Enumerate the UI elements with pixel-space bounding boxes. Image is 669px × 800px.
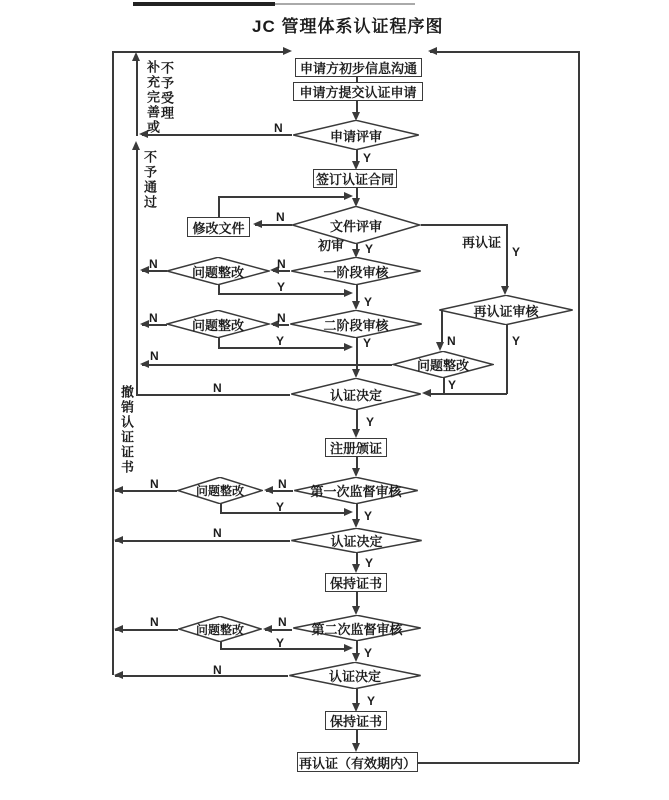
edge-label-n: N [213,381,222,395]
node-label: 认证决定 [328,669,381,684]
flow-line [506,224,508,286]
arrowhead [253,220,262,228]
arrowhead [428,47,437,55]
return-line-right [578,51,580,762]
node-label: 问题整改 [195,484,244,498]
node-modify-document [187,217,250,237]
node-stage1-audit [290,257,422,285]
node-problem-rectify-2 [166,310,270,338]
arrowhead [140,320,149,328]
edge-label-n: N [447,334,456,348]
node-label: 签订认证合同 [315,172,394,187]
return-line-left-outer [112,51,114,675]
flow-line [115,490,177,492]
edge-label-y: Y [365,556,374,570]
flow-line [115,540,290,542]
edge-label-y: Y [276,334,285,348]
node-label: 一阶段审核 [323,264,389,280]
node-problem-rectify-recert [392,351,494,378]
vlabel-not-accepted: 不予受理 [159,61,174,121]
node-register-issue-cert [325,438,387,457]
node-label: 文件评审 [329,218,382,234]
arrowhead [352,653,360,662]
flow-line [356,689,358,704]
edge-label-n: N [278,615,287,629]
flow-line [218,196,346,198]
arrowhead [352,519,360,528]
arrowhead [344,508,353,516]
return-line-left-inner-top [136,60,138,136]
arrowhead [140,266,149,274]
arrowhead [352,606,360,615]
arrowhead [283,47,292,55]
arrowhead [352,564,360,573]
edge-label-y: Y [367,694,376,708]
flow-line [218,196,220,217]
node-submit-application [293,82,423,101]
flow-line [142,134,292,136]
node-surveillance-2 [292,615,422,641]
node-problem-rectify-3 [177,477,263,504]
node-sign-contract [313,169,397,188]
edge-label-n: N [150,615,159,629]
arrowhead [114,536,123,544]
edge-label-y: Y [276,636,285,650]
flow-line [356,285,358,302]
edge-label-y: Y [276,500,285,514]
node-label: 二阶段审核 [323,317,389,333]
arrowhead [352,468,360,477]
node-info-communication [295,58,422,77]
vlabel-supplement: 补充完善或 [145,60,160,135]
node-label: 问题整改 [191,317,244,333]
arrowhead [352,743,360,752]
node-cert-decision-1 [290,378,422,410]
node-cert-decision-2 [290,528,423,553]
label-recert: 再认证 [462,235,502,250]
edge-label-n: N [150,477,159,491]
node-label: 问题整改 [191,264,244,280]
node-problem-rectify-1 [166,257,270,285]
scan-artifact [275,3,415,5]
flow-line [430,51,580,53]
node-label: 申请方初步信息沟通 [299,61,417,76]
arrowhead [422,389,431,397]
edge-label-n: N [213,663,222,677]
vlabel-not-passed: 不予通过 [142,150,157,210]
node-label: 问题整改 [195,622,244,637]
node-label: 修改文件 [192,220,245,236]
flow-line [506,325,508,394]
node-surveillance-1 [293,477,419,504]
flow-line [418,762,579,764]
node-keep-cert-1 [325,573,387,592]
arrowhead [344,192,353,200]
arrowhead [344,343,353,351]
arrowhead [352,429,360,438]
edge-label-y: Y [364,509,373,523]
flow-line [115,675,288,677]
edge-label-n: N [149,311,158,325]
node-label: 认证决定 [329,387,382,403]
arrowhead [436,342,444,351]
edge-label-y: Y [448,378,457,392]
flow-line [142,364,392,366]
flow-line [421,224,507,226]
flow-line [218,285,220,293]
node-label: 申请方提交认证申请 [299,85,417,100]
edge-label-n: N [213,526,222,540]
edge-label-n: N [149,257,158,271]
flow-line [356,590,358,607]
edge-label-y: Y [365,242,374,256]
return-line-left-inner-bottom [136,149,138,395]
edge-label-y: Y [366,415,375,429]
edge-label-y: Y [364,295,373,309]
edge-label-y: Y [364,646,373,660]
flow-line [356,503,358,520]
arrowhead [501,286,509,295]
label-initial-audit: 初审 [318,238,345,253]
node-label: 再认证（有效期内） [298,755,416,771]
flow-line [356,410,358,430]
arrowhead [344,644,353,652]
node-stage2-audit [289,310,423,338]
arrowhead [352,301,360,310]
edge-label-n: N [277,311,286,325]
flow-line [356,729,358,744]
node-label: 再认证审核 [473,303,539,319]
page-title: JC 管理体系认证程序图 [252,17,444,36]
arrowhead [140,360,149,368]
edge-label-n: N [150,349,159,363]
node-label: 保持证书 [329,714,382,729]
edge-label-n: N [274,121,283,135]
arrowhead [263,625,272,633]
flow-line [115,629,178,631]
node-label: 认证决定 [330,534,383,549]
flow-line [430,393,507,395]
arrowhead [352,369,360,378]
node-label: 问题整改 [416,358,469,373]
node-label: 第一次监督审核 [310,484,402,499]
scan-artifact [133,2,275,6]
arrowhead [132,52,140,61]
node-application-review [292,120,420,150]
node-label: 保持证书 [329,576,382,591]
edge-label-y: Y [277,280,286,294]
edge-label-y: Y [512,334,521,348]
node-label: 第二次监督审核 [311,621,403,637]
arrowhead [264,486,273,494]
node-keep-cert-2 [325,711,387,730]
edge-label-y: Y [512,245,521,259]
node-problem-rectify-4 [178,616,262,642]
node-label: 注册颁证 [329,441,382,456]
node-recert-audit [438,295,574,325]
node-document-review [291,206,421,244]
arrowhead [344,289,353,297]
arrowhead [114,625,123,633]
edge-label-n: N [278,477,287,491]
flow-line [443,378,445,394]
vlabel-revoke-cert: 撤销认证证书 [119,385,134,475]
node-recert-validity [297,752,418,772]
edge-label-n: N [277,257,286,271]
arrowhead [132,141,140,150]
arrowhead [114,486,123,494]
arrowhead [114,671,123,679]
edge-label-y: Y [363,151,372,165]
node-label: 申请评审 [329,128,382,144]
node-cert-decision-3 [288,662,422,689]
edge-label-n: N [276,210,285,224]
edge-label-y: Y [363,336,372,350]
